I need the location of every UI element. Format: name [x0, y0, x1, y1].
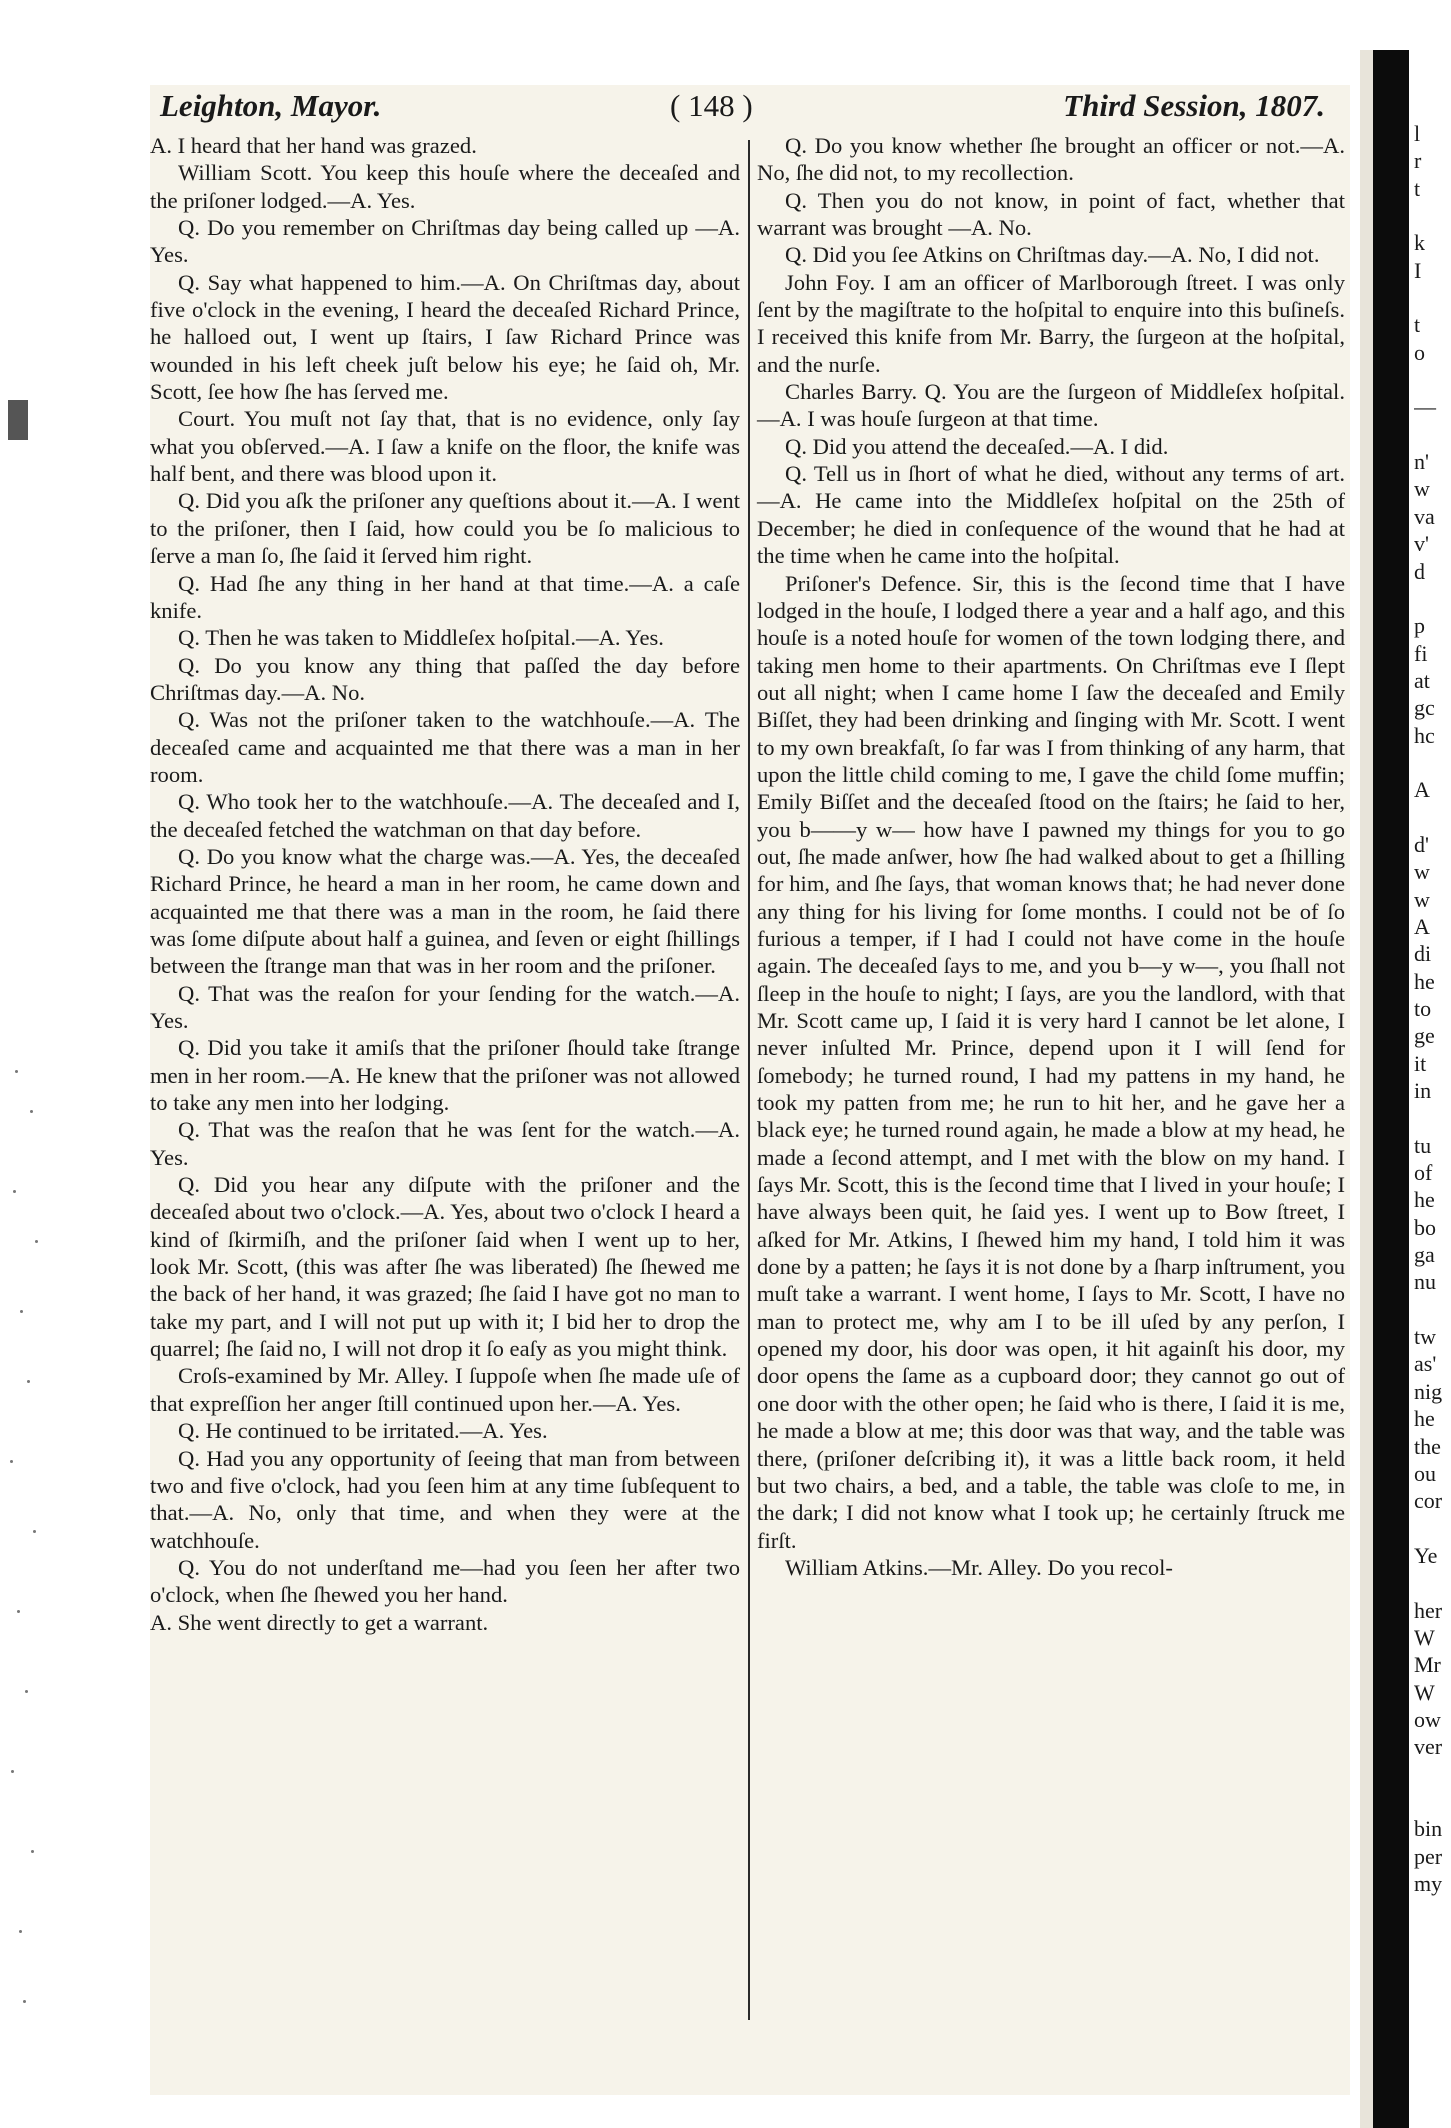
margin-speck	[31, 1850, 34, 1853]
paragraph: Q. Then you do not know, in point of fact, whether that warrant was brought —A. No.	[757, 187, 1345, 241]
paragraph: Q. You do not underſtand me—had you ſeen her after two o'clock, when ſhe ſhewed you her hand.	[150, 1554, 740, 1608]
facing-page-fragment: bo	[1414, 1214, 1436, 1240]
facing-page-fragment	[1414, 421, 1451, 448]
left-column	[150, 132, 740, 1636]
paragraph: Q. Had ſhe any thing in her hand at that time.—A. a caſe knife.	[150, 570, 740, 623]
facing-page-fragment: A	[1414, 913, 1430, 939]
facing-page-fragment	[1414, 1761, 1451, 1788]
facing-page-fragment: tw	[1414, 1324, 1436, 1350]
paragraph: Q. Did you aſk the priſoner any queſtions about it.—A. I went to the priſoner, then I ſaid, how could you be ſo malicious to ſerve a man ſo, ſhe ſaid it ſerved him right.	[150, 488, 740, 569]
facing-page-fragment: w	[1414, 476, 1430, 502]
facing-page-fragments	[1414, 120, 1451, 1897]
margin-speck	[20, 1310, 23, 1313]
margin-speck	[13, 1190, 16, 1193]
paragraph: Q. That was the reaſon for your ſending for the watch.—A. Yes.	[150, 980, 740, 1033]
facing-page-fragment: w	[1414, 886, 1430, 912]
facing-page-fragment: l	[1414, 121, 1421, 146]
facing-page-fragment: her	[1414, 1597, 1443, 1623]
facing-page-fragment: it	[1414, 1050, 1427, 1076]
binding-gutter	[1360, 50, 1374, 2128]
facing-page-fragment: hc	[1414, 722, 1435, 748]
facing-page-fragment	[1414, 1104, 1451, 1131]
paragraph: John Foy. I am an officer of Marlborough ſtreet. I was only ſent by the magiſtrate to the hoſpital to enquire into this buſineſs. I received this knife from Mr. Barry, the ſurgeon at the hoſpital, and the nurſe.	[757, 269, 1345, 377]
facing-page-fragment	[1414, 804, 1451, 831]
paragraph: Q. Do you remember on Chriſtmas day being called up —A. Yes.	[150, 215, 740, 268]
facing-page-fragment: cor	[1414, 1488, 1443, 1514]
facing-page-fragment: d'	[1414, 831, 1429, 857]
margin-speck	[15, 1070, 18, 1073]
margin-mark	[8, 400, 28, 440]
facing-page-fragment	[1414, 749, 1451, 776]
column-rule	[748, 140, 750, 2020]
right-column	[757, 132, 1345, 1581]
facing-page-fragment: Mr	[1414, 1652, 1441, 1678]
facing-page-fragment: bin	[1414, 1816, 1443, 1842]
facing-page-fragment: of	[1414, 1160, 1433, 1186]
facing-page-fragment: per	[1414, 1843, 1443, 1869]
paragraph: Q. That was the reaſon that he was ſent for the watch.—A. Yes.	[150, 1117, 740, 1170]
paragraph: Q. Tell us in ſhort of what he died, without any terms of art.—A. He came into the Middleſex hoſpital on the 25th of December; he died in conſequence of the wound that he had at the time when he came into the hoſpital.	[757, 461, 1345, 569]
paragraph: Q. Do you know any thing that paſſed the day before Chriſtmas day.—A. No.	[150, 652, 740, 705]
margin-speck	[35, 1240, 38, 1243]
paragraph: Q. Was not the priſoner taken to the watchhouſe.—A. The deceaſed came and acquainted me that there was a man in her room.	[150, 707, 740, 787]
facing-page-fragment: v'	[1414, 531, 1429, 557]
facing-page-fragment: n'	[1414, 449, 1429, 475]
facing-page-fragment: Ye	[1414, 1542, 1438, 1568]
paragraph: William Scott. You keep this houſe where the deceaſed and the priſoner lodged.—A. Yes.	[150, 160, 740, 213]
facing-page-fragment: di	[1414, 941, 1432, 967]
header-session: Third Session, 1807.	[1063, 88, 1325, 123]
facing-page-fragment: fi	[1414, 640, 1428, 666]
paragraph: Q. Did you attend the deceaſed.—A. I did.	[785, 433, 1169, 459]
facing-page-fragment	[1414, 1515, 1451, 1542]
facing-page-fragment: p	[1414, 613, 1425, 639]
facing-page-fragment: t	[1414, 312, 1421, 338]
facing-page-fragment: d	[1414, 558, 1425, 584]
facing-page-fragment: t	[1414, 175, 1421, 201]
margin-speck	[11, 1770, 14, 1773]
page-number: ( 148 )	[670, 88, 753, 123]
facing-page-fragment: ou	[1414, 1460, 1436, 1486]
facing-page-fragment: w	[1414, 859, 1430, 885]
facing-page-fragment: W	[1414, 1624, 1435, 1650]
paragraph: Q. He continued to be irritated.—A. Yes.	[178, 1418, 548, 1444]
page-header	[160, 88, 1345, 138]
facing-page-fragment: o	[1414, 339, 1425, 365]
facing-page-fragment: in	[1414, 1078, 1432, 1104]
paragraph: Q. Then he was taken to Middleſex hoſpital.—A. Yes.	[178, 625, 664, 651]
paragraph: Q. Did you ſee Atkins on Chriſtmas day.—A. No, I did not.	[785, 242, 1320, 268]
facing-page-fragment: as'	[1414, 1351, 1437, 1377]
margin-speck	[19, 1930, 22, 1933]
paragraph: Q. Did you take it amiſs that the priſoner ſhould take ſtrange men in her room.—A. He knew that the priſoner was not allowed to take any men into her lodging.	[150, 1035, 740, 1116]
facing-page-fragment	[1414, 1296, 1451, 1323]
facing-page-fragment: W	[1414, 1679, 1435, 1705]
facing-page-fragment	[1414, 202, 1451, 229]
facing-page-fragment: r	[1414, 148, 1422, 174]
facing-page-fragment: k	[1414, 230, 1425, 256]
paragraph: Charles Barry. Q. You are the ſurgeon of Middleſex hoſpital.—A. I was houſe ſurgeon at that time.	[757, 379, 1345, 432]
paragraph: A. I heard that her hand was grazed.	[150, 133, 477, 158]
paragraph: William Atkins.—Mr. Alley. Do you recol-	[785, 1554, 1173, 1580]
paragraph: Priſoner's Defence. Sir, this is the ſecond time that I have lodged in the houſe, I lodged there a year and a half ago, and this houſe is a noted houſe for women of the town lodging there, and taking men home to their apartments. On Chriſtmas eve I ſlept out all night; when I came home I ſaw the deceaſed and Emily Biſſet, they had been drinking and ſinging with Mr. Scott. I went to my own breakfaſt, ſo far was I from thinking of any harm, that upon the little child coming to me, I gave the child ſome muffin; Emily Biſſet and the deceaſed ſtood on the ſtairs; he ſaid to her, you b——y w— how have I pawned my things for you to go out, ſhe made anſwer, how ſhe had walked about to get a ſhilling for him, and ſhe ſays, that woman knows that; he had never done any thing for his living for ſome months. I could not be of ſo furious a temper, if I had I could not have come in the houſe again. The deceaſed ſays to me, and you b—y w—, you ſhall not ſleep in the houſe to night; I ſays, are you the landlord, with that Mr. Scott came up, I ſaid it is very hard I cannot be let alone, I never inſulted Mr. Prince, depend upon it I will ſend for ſomebody; he turned round, I had my pattens in my hand, he took my patten from me; he run to hit her, and he gave her a black eye; he turned round again, he made a blow at my head, he made a ſecond attempt, and I met with the blow on my hand. I ſays Mr. Scott, this is the ſecond time that I lived in your houſe; I have always been quit, he ſaid yes. I went up to Bow ſtreet, I aſked for Mr. Atkins, I ſhewed him my hand, I told him it was done by a patten; he ſays it is not done by a ſharp inſtrument, you muſt take a warrant. I went home, I ſays to Mr. Scott, I have no man to protect me, why am I to be ill uſed by any perſon, I opened my door, his door was open, it hit againſt his door, my door opens the ſame as a cupboard door; they cannot go out of one door with the other open; he ſaid who is there, I ſaid it is me, he made a blow at me; this door was that way, and the table was there, (priſoner deſcribing it), it was a little back room, it held but two chairs, a bed, and a table, the table was cloſe to me, in the dark; I did not know what I took up; he certainly ſtruck me firſt.	[757, 570, 1345, 1553]
paragraph: A. She went directly to get a warrant.	[150, 1609, 489, 1635]
paragraph: Q. Do you know what the charge was.—A. Yes, the deceaſed Richard Prince, he heard a man in her room, he came down and acquainted me that there was a man in the room, he ſaid there was ſome diſpute about half a guinea, and ſeven or eight ſhillings between the ſtrange man that was in her room and the priſoner.	[150, 843, 740, 979]
facing-page-fragment	[1414, 284, 1451, 311]
paragraph: Q. Do you know whether ſhe brought an officer or not.—A. No, ſhe did not, to my recollection.	[757, 133, 1345, 186]
facing-page-fragment: he	[1414, 968, 1435, 994]
margin-speck	[30, 1110, 33, 1113]
facing-page-fragment: A	[1414, 777, 1430, 803]
facing-page-fragment: ga	[1414, 1242, 1435, 1268]
facing-page-fragment: he	[1414, 1187, 1435, 1213]
binding-spine	[1373, 50, 1409, 2128]
facing-page-fragment: my	[1414, 1871, 1443, 1896]
margin-speck	[33, 1530, 36, 1533]
facing-page-fragment: va	[1414, 503, 1435, 529]
margin-specks	[5, 1050, 45, 2030]
paragraph: Q. Who took her to the watchhouſe.—A. The deceaſed and I, the deceaſed fetched the watchman on that day before.	[150, 789, 740, 842]
facing-page-fragment: at	[1414, 667, 1430, 693]
facing-page-fragment: tu	[1414, 1132, 1432, 1158]
paragraph: Q. Say what happened to him.—A. On Chriſtmas day, about five o'clock in the evening, I heard the deceaſed Richard Prince, he halloed out, I went up ſtairs, I ſaw Richard Prince was wounded in his left cheek juſt below his eye; he ſaid oh, Mr. Scott, ſee how ſhe has ſerved me.	[150, 269, 740, 405]
facing-page-fragment: to	[1414, 996, 1432, 1021]
facing-page-fragment: ver	[1414, 1734, 1443, 1760]
facing-page-fragment: he	[1414, 1406, 1435, 1432]
margin-speck	[25, 1690, 28, 1693]
paragraph: Court. You muſt not ſay that, that is no evidence, only ſay what you obſerved.—A. I ſaw a knife on the floor, the knife was half bent, and there was blood upon it.	[150, 406, 740, 487]
paragraph: Croſs-examined by Mr. Alley. I ſuppoſe when ſhe made uſe of that expreſſion her anger ſtill continued upon her.—A. Yes.	[150, 1363, 740, 1416]
facing-page-fragment: gc	[1414, 695, 1435, 721]
margin-speck	[23, 2000, 26, 2003]
facing-page-fragment	[1414, 1788, 1451, 1815]
paragraph: Q. Did you hear any diſpute with the priſoner and the deceaſed about two o'clock.—A. Yes, about two o'clock I heard a kind of ſkirmiſh, and the priſoner ſaid when I went up to her, look Mr. Scott, (this was after ſhe was liberated) ſhe ſhewed me the back of her hand, it was grazed; ſhe ſaid I have got no man to take my part, and I will not put up with it; I bid her to drop the quarrel; ſhe ſaid no, I will not drop it ſo eaſy as you might think.	[150, 1172, 740, 1362]
facing-page-fragment: ow	[1414, 1706, 1441, 1732]
facing-page-fragment: the	[1414, 1433, 1441, 1459]
facing-page-fragment	[1414, 585, 1451, 612]
facing-page-fragment	[1414, 366, 1451, 393]
margin-speck	[17, 1610, 20, 1613]
header-mayor: Leighton, Mayor.	[160, 88, 382, 123]
facing-page-fragment: I	[1414, 257, 1422, 283]
margin-speck	[10, 1460, 13, 1463]
facing-page-fragment	[1414, 1569, 1451, 1596]
facing-page-fragment: ge	[1414, 1023, 1435, 1049]
facing-page-fragment: —	[1414, 394, 1436, 420]
facing-page-fragment: nu	[1414, 1269, 1436, 1295]
paragraph: Q. Had you any opportunity of ſeeing that man from between two and five o'clock, had you ſeen him at any time ſubſequent to that.—A. No, only that time, and when they were at the watchhouſe.	[150, 1445, 740, 1553]
margin-speck	[27, 1380, 30, 1383]
facing-page-fragment: nig	[1414, 1378, 1443, 1404]
